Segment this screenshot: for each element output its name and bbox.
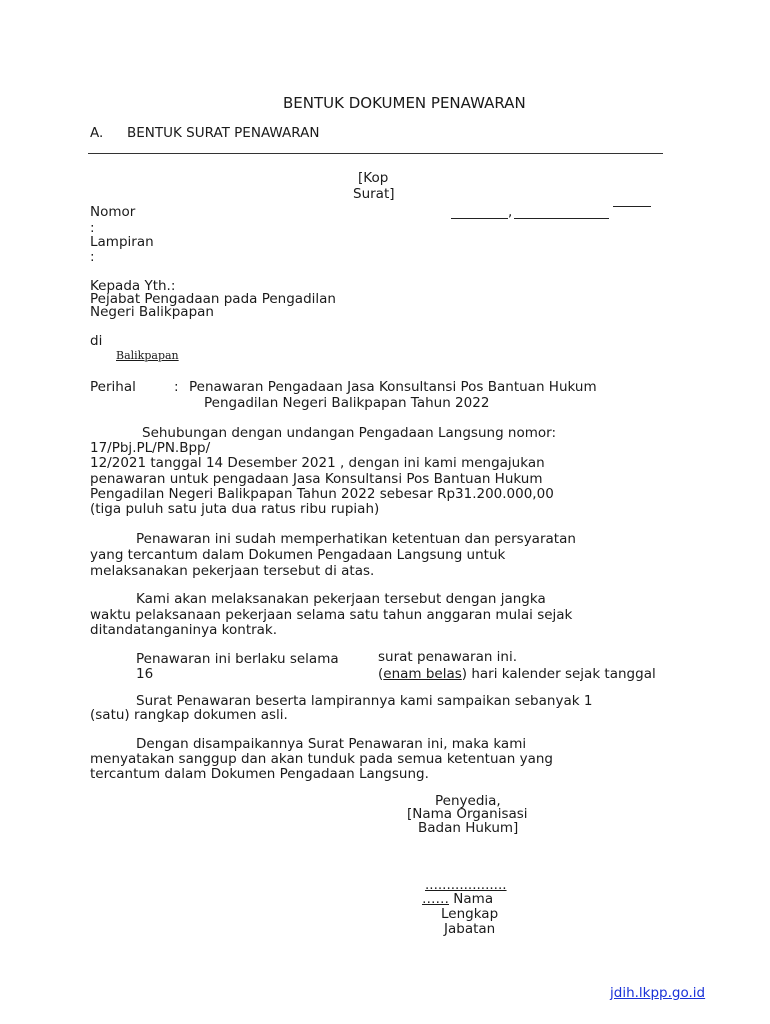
para2-line2: yang tercantum dalam Dokumen Pengadaan Langsung untuk bbox=[90, 547, 506, 563]
addressee-di: di bbox=[90, 333, 103, 349]
lampiran-label: Lampiran bbox=[90, 234, 154, 250]
para3-line1: Kami akan melaksanakan pekerjaan tersebut dengan jangka bbox=[136, 591, 546, 607]
perihal-label: Perihal bbox=[90, 379, 136, 395]
place-blank bbox=[613, 206, 651, 207]
date-blank-right bbox=[514, 218, 609, 219]
para4-right-rest: ) hari kalender sejak tanggal bbox=[461, 666, 656, 682]
para4-right-line1: surat penawaran ini. bbox=[378, 649, 518, 665]
para3-line3: ditandatanganinya kontrak. bbox=[90, 622, 278, 638]
para1-line5: Pengadilan Negeri Balikpapan Tahun 2022 sebesar Rp31.200.000,00 bbox=[90, 486, 554, 502]
para6-line3: tercantum dalam Dokumen Pengadaan Langsung. bbox=[90, 766, 429, 782]
para1-line6: (tiga puluh satu juta dua ratus ribu rupiah) bbox=[90, 501, 380, 517]
signature-jabatan: Jabatan bbox=[444, 921, 496, 937]
addressee-line1: Pejabat Pengadaan pada Pengadilan bbox=[90, 291, 336, 307]
section-number: A. bbox=[90, 125, 104, 141]
perihal-colon: : bbox=[174, 379, 179, 395]
signature-dots-line: ................... bbox=[425, 877, 507, 893]
signature-name-line bbox=[422, 891, 493, 907]
para6-line1: Dengan disampaikannya Surat Penawaran ini, maka kami bbox=[136, 736, 527, 752]
para2-line1: Penawaran ini sudah memperhatikan ketentuan dan persyaratan bbox=[136, 531, 576, 547]
perihal-line2: Pengadilan Negeri Balikpapan Tahun 2022 bbox=[204, 395, 490, 411]
nomor-label: Nomor bbox=[90, 204, 136, 220]
footer-link[interactable]: jdih.lkpp.go.id bbox=[610, 985, 706, 1001]
para4-duration-words: enam belas bbox=[383, 666, 462, 682]
addressee-line2: Negeri Balikpapan bbox=[90, 304, 214, 320]
kop-surat-line1: [Kop bbox=[358, 170, 389, 186]
para6-line2: menyatakan sanggup dan akan tunduk pada semua ketentuan yang bbox=[90, 751, 554, 767]
para5-line2: (satu) rangkap dokumen asli. bbox=[90, 707, 288, 723]
para4-left-line2: 16 bbox=[136, 666, 154, 682]
perihal-line1: Penawaran Pengadaan Jasa Konsultansi Pos Bantuan Hukum bbox=[189, 379, 597, 395]
para4-right-line2 bbox=[378, 666, 656, 682]
header-divider bbox=[88, 153, 663, 154]
signature-org-line2: Badan Hukum] bbox=[418, 820, 519, 836]
addressee-city: Balikpapan bbox=[116, 349, 179, 362]
signature-name: Nama bbox=[449, 891, 494, 907]
signature-lengkap: Lengkap bbox=[441, 906, 499, 922]
para4-left-line1: Penawaran ini berlaku selama bbox=[136, 651, 339, 667]
para5-line1: Surat Penawaran beserta lampirannya kami sampaikan sebanyak 1 bbox=[136, 693, 593, 709]
document-heading: BENTUK DOKUMEN PENAWARAN bbox=[283, 94, 526, 112]
para4-paren-open: ( bbox=[378, 666, 384, 682]
para3-line2: waktu pelaksanaan pekerjaan selama satu tahun anggaran mulai sejak bbox=[90, 607, 573, 623]
date-blank-left bbox=[451, 218, 508, 219]
para1-line3: 12/2021 tanggal 14 Desember 2021 , dengan ini kami mengajukan bbox=[90, 455, 545, 471]
section-title: BENTUK SURAT PENAWARAN bbox=[127, 125, 320, 141]
kop-surat-line2: Surat] bbox=[353, 186, 395, 202]
signature-penyedia: Penyedia, bbox=[435, 793, 501, 809]
para1-line1: Sehubungan dengan undangan Pengadaan Langsung nomor: bbox=[142, 425, 557, 441]
date-comma: , bbox=[508, 204, 513, 220]
para2-line3: melaksanakan pekerjaan tersebut di atas. bbox=[90, 563, 375, 579]
signature-dots-short: …… bbox=[422, 891, 449, 907]
para1-line4: penawaran untuk pengadaan Jasa Konsultansi Pos Bantuan Hukum bbox=[90, 471, 543, 487]
addressee-greeting: Kepada Yth.: bbox=[90, 278, 176, 294]
para1-line2: 17/Pbj.PL/PN.Bpp/ bbox=[90, 440, 211, 456]
lampiran-colon: : bbox=[90, 249, 95, 265]
signature-org-line1: [Nama Organisasi bbox=[407, 806, 528, 822]
nomor-colon: : bbox=[90, 220, 95, 236]
